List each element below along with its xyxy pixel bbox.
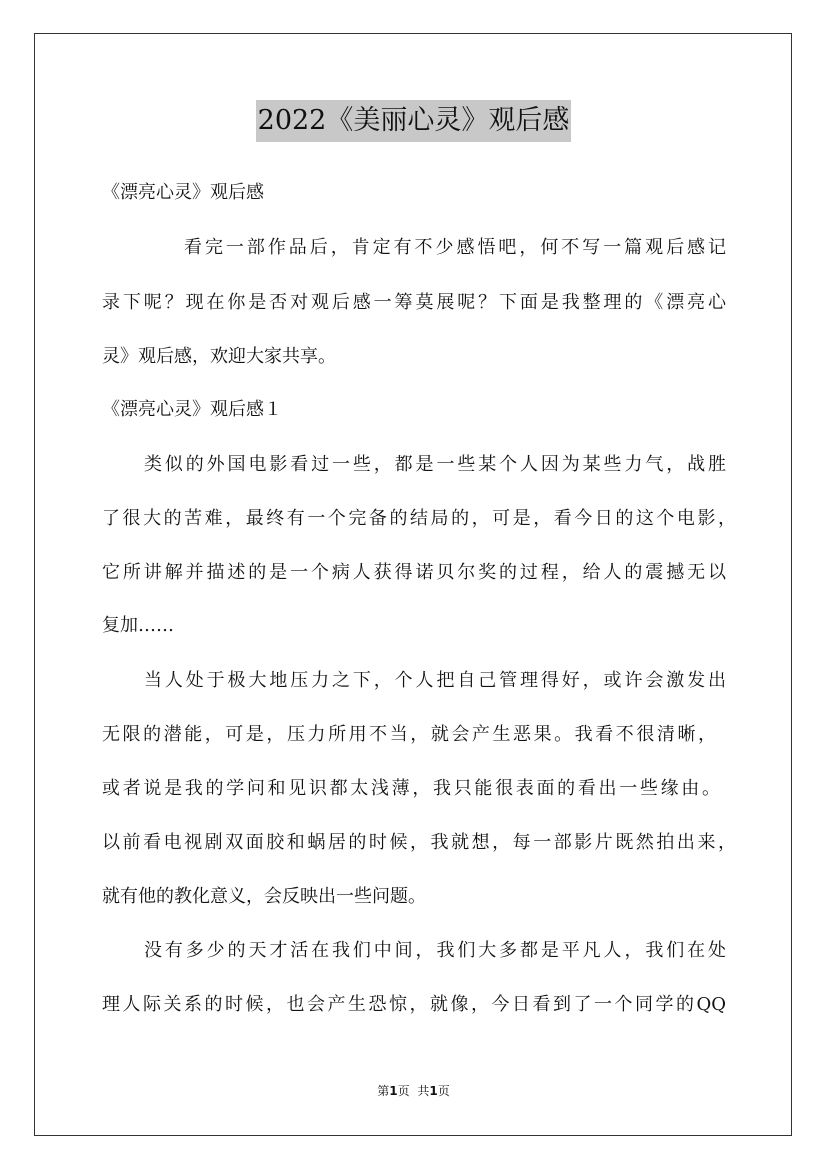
footer-page-prefix: 第: [377, 1084, 390, 1098]
paragraph-line: 当人处于极大地压力之下，个人把自己管理得好，或许会激发出: [144, 670, 726, 691]
paragraph-line: 就有他的教化意义，会反映出一些问题。: [102, 886, 426, 907]
document-title: 2022《美丽心灵》观后感: [256, 100, 572, 142]
paragraph-line: 或者说是我的学问和见识都太浅薄，我只能很表面的看出一些缘由。: [102, 778, 720, 799]
paragraph-line: 它所讲解并描述的是一个病人获得诺贝尔奖的过程，给人的震撼无以: [102, 562, 726, 583]
footer-total-suffix: 页: [437, 1084, 450, 1098]
paragraph-line: 了很大的苦难，最终有一个完备的结局的，可是，看今日的这个电影，: [102, 508, 736, 529]
paragraph-line: 灵》观后感，欢迎大家共享。: [102, 346, 336, 367]
footer-total-prefix: 共: [417, 1084, 430, 1098]
paragraph-line: 看完一部作品后，肯定有不少感悟吧，何不写一篇观后感记: [184, 237, 726, 258]
paragraph-line: 复加……: [102, 615, 174, 636]
subtitle-line: 《漂亮心灵》观后感: [102, 182, 264, 203]
paragraph-line: 以前看电视剧双面胶和蜗居的时候，我就想，每一部影片既然拍出来，: [102, 832, 736, 853]
section-heading: 《漂亮心灵》观后感１: [102, 399, 282, 420]
paragraph-line: 录下呢？现在你是否对观后感一筹莫展呢？下面是我整理的《漂亮心: [102, 292, 726, 313]
footer-page-number: 1: [389, 1084, 398, 1098]
footer-page-suffix: 页: [397, 1084, 410, 1098]
title-container: [0, 100, 827, 142]
paragraph-line: 类似的外国电影看过一些，都是一些某个人因为某些力气，战胜: [144, 454, 726, 475]
page-footer: [0, 1083, 827, 1099]
footer-total-number: 1: [429, 1084, 438, 1098]
paragraph-line: 没有多少的天才活在我们中间，我们大多都是平凡人，我们在处: [144, 940, 726, 961]
paragraph-line: 理人际关系的时候，也会产生恐惊，就像，今日看到了一个同学的QQ: [102, 994, 726, 1015]
paragraph-line: 无限的潜能，可是，压力所用不当，就会产生恶果。我看不很清晰，: [102, 724, 716, 745]
